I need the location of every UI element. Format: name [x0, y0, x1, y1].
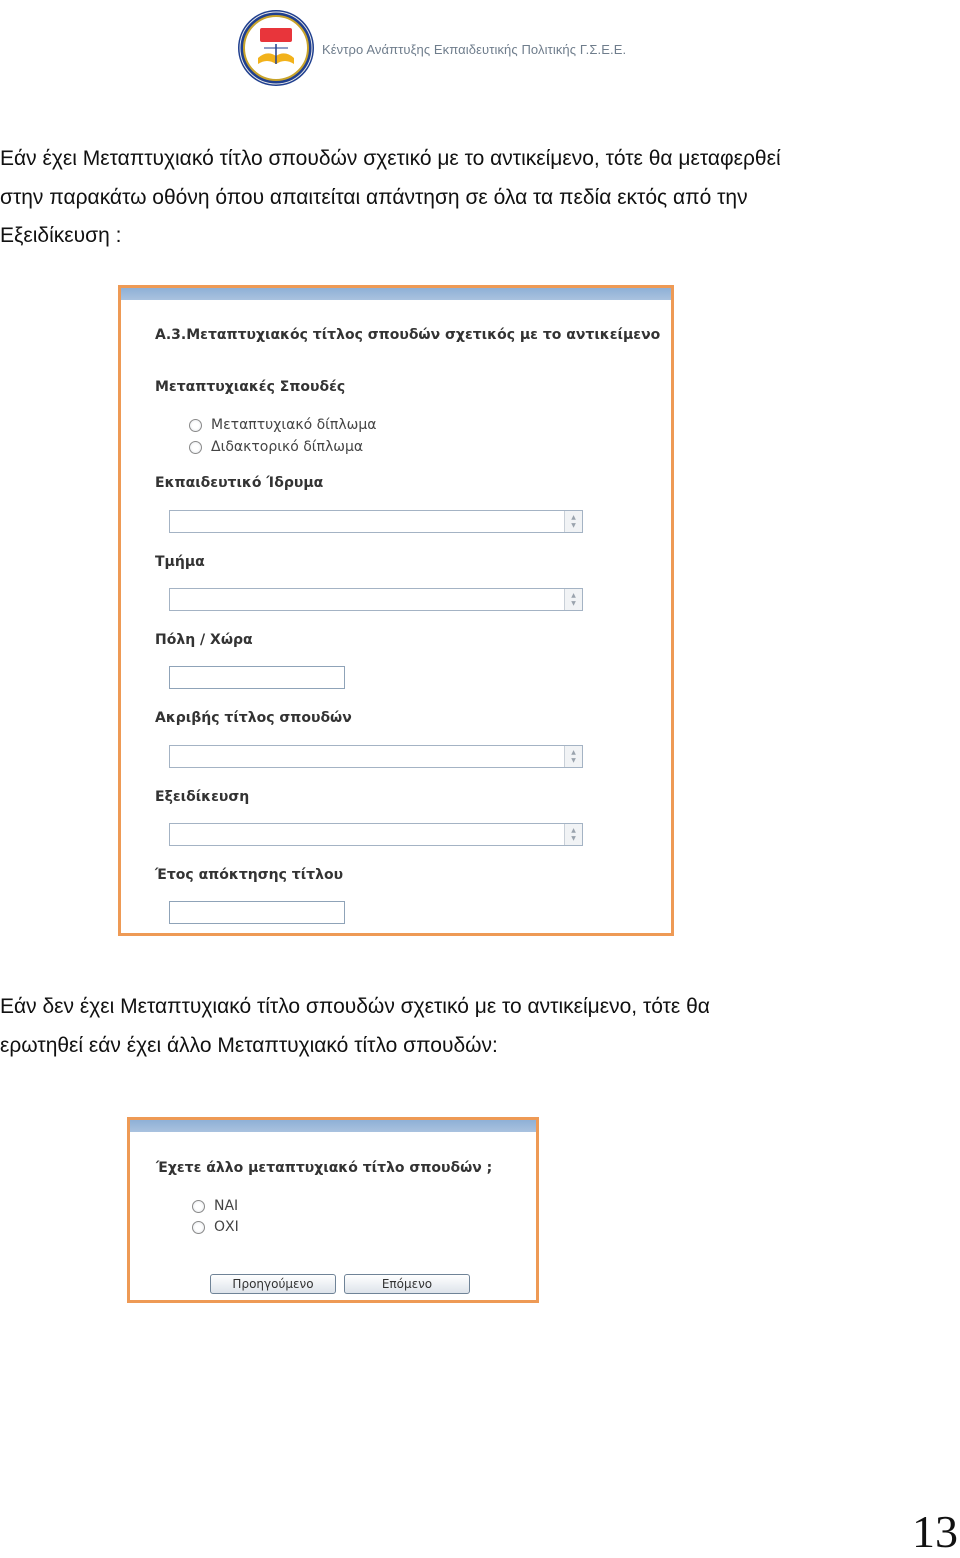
- spinner-arrows-icon[interactable]: ▲ ▼: [564, 589, 582, 610]
- next-button[interactable]: Επόμενο: [344, 1274, 470, 1294]
- radio-button-icon[interactable]: [192, 1221, 205, 1234]
- page-number: 13: [912, 1506, 958, 1557]
- paragraph-line: Εξειδίκευση :: [0, 224, 122, 247]
- radio-label: Διδακτορικό δίπλωμα: [211, 439, 364, 455]
- paragraph-line: ερωτηθεί εάν έχει άλλο Μεταπτυχιακό τίτλο σπουδών:: [0, 1033, 498, 1057]
- institution-select[interactable]: [169, 510, 583, 533]
- city-country-label: Πόλη / Χώρα: [155, 632, 253, 648]
- year-obtained-label: Έτος απόκτησης τίτλου: [155, 867, 344, 883]
- second-paragraph: [0, 988, 710, 1065]
- postgraduate-form-screenshot: [118, 285, 674, 936]
- radio-button-icon[interactable]: [192, 1200, 205, 1213]
- other-postgraduate-question: Έχετε άλλο μεταπτυχιακό τίτλο σπουδών ;: [156, 1160, 493, 1176]
- title-bar: [121, 288, 671, 300]
- intro-paragraph: [0, 140, 781, 256]
- paragraph-line: Εάν δεν έχει Μεταπτυχιακό τίτλο σπουδών σχετικό με το αντικείμενο, τότε θα: [0, 995, 710, 1018]
- department-select[interactable]: [169, 588, 583, 611]
- spinner-arrows-icon[interactable]: ▲ ▼: [564, 511, 582, 532]
- postgraduate-studies-label: Μεταπτυχιακές Σπουδές: [155, 379, 346, 395]
- radio-label: Μεταπτυχιακό δίπλωμα: [211, 417, 377, 433]
- paragraph-line: στην παρακάτω οθόνη όπου απαιτείται απάντηση σε όλα τα πεδία εκτός από την: [0, 185, 748, 209]
- radio-masters-degree[interactable]: [189, 417, 376, 433]
- other-postgraduate-screenshot: [127, 1117, 539, 1303]
- city-country-input[interactable]: [169, 666, 345, 689]
- title-bar: [130, 1120, 536, 1132]
- institution-label: Εκπαιδευτικό Ίδρυμα: [155, 475, 324, 491]
- exact-title-select[interactable]: [169, 745, 583, 768]
- spinner-arrows-icon[interactable]: ▲ ▼: [564, 746, 582, 767]
- radio-label: ΝΑΙ: [214, 1198, 239, 1214]
- radio-button-icon[interactable]: [189, 441, 202, 454]
- kanep-gsee-logo: [236, 8, 316, 88]
- radio-button-icon[interactable]: [189, 419, 202, 432]
- year-obtained-input[interactable]: [169, 901, 345, 924]
- specialization-label: Εξειδίκευση: [155, 789, 250, 805]
- form-section-title: Α.3.Μεταπτυχιακός τίτλος σπουδών σχετικός με το αντικείμενο: [155, 327, 661, 343]
- specialization-select[interactable]: [169, 823, 583, 846]
- exact-title-label: Ακριβής τίτλος σπουδών: [155, 710, 352, 726]
- organization-name: Κέντρο Ανάπτυξης Εκπαιδευτικής Πολιτικής Γ.Σ.Ε.Ε.: [322, 42, 627, 57]
- radio-doctoral-degree[interactable]: [189, 439, 363, 455]
- radio-yes[interactable]: [192, 1198, 238, 1214]
- radio-label: ΟΧΙ: [214, 1219, 239, 1235]
- previous-button[interactable]: Προηγούμενο: [210, 1274, 336, 1294]
- radio-no[interactable]: [192, 1219, 239, 1235]
- spinner-arrows-icon[interactable]: ▲ ▼: [564, 824, 582, 845]
- department-label: Τμήμα: [155, 554, 205, 570]
- paragraph-line: Εάν έχει Μεταπτυχιακό τίτλο σπουδών σχετικό με το αντικείμενο, τότε θα μεταφερθεί: [0, 147, 781, 170]
